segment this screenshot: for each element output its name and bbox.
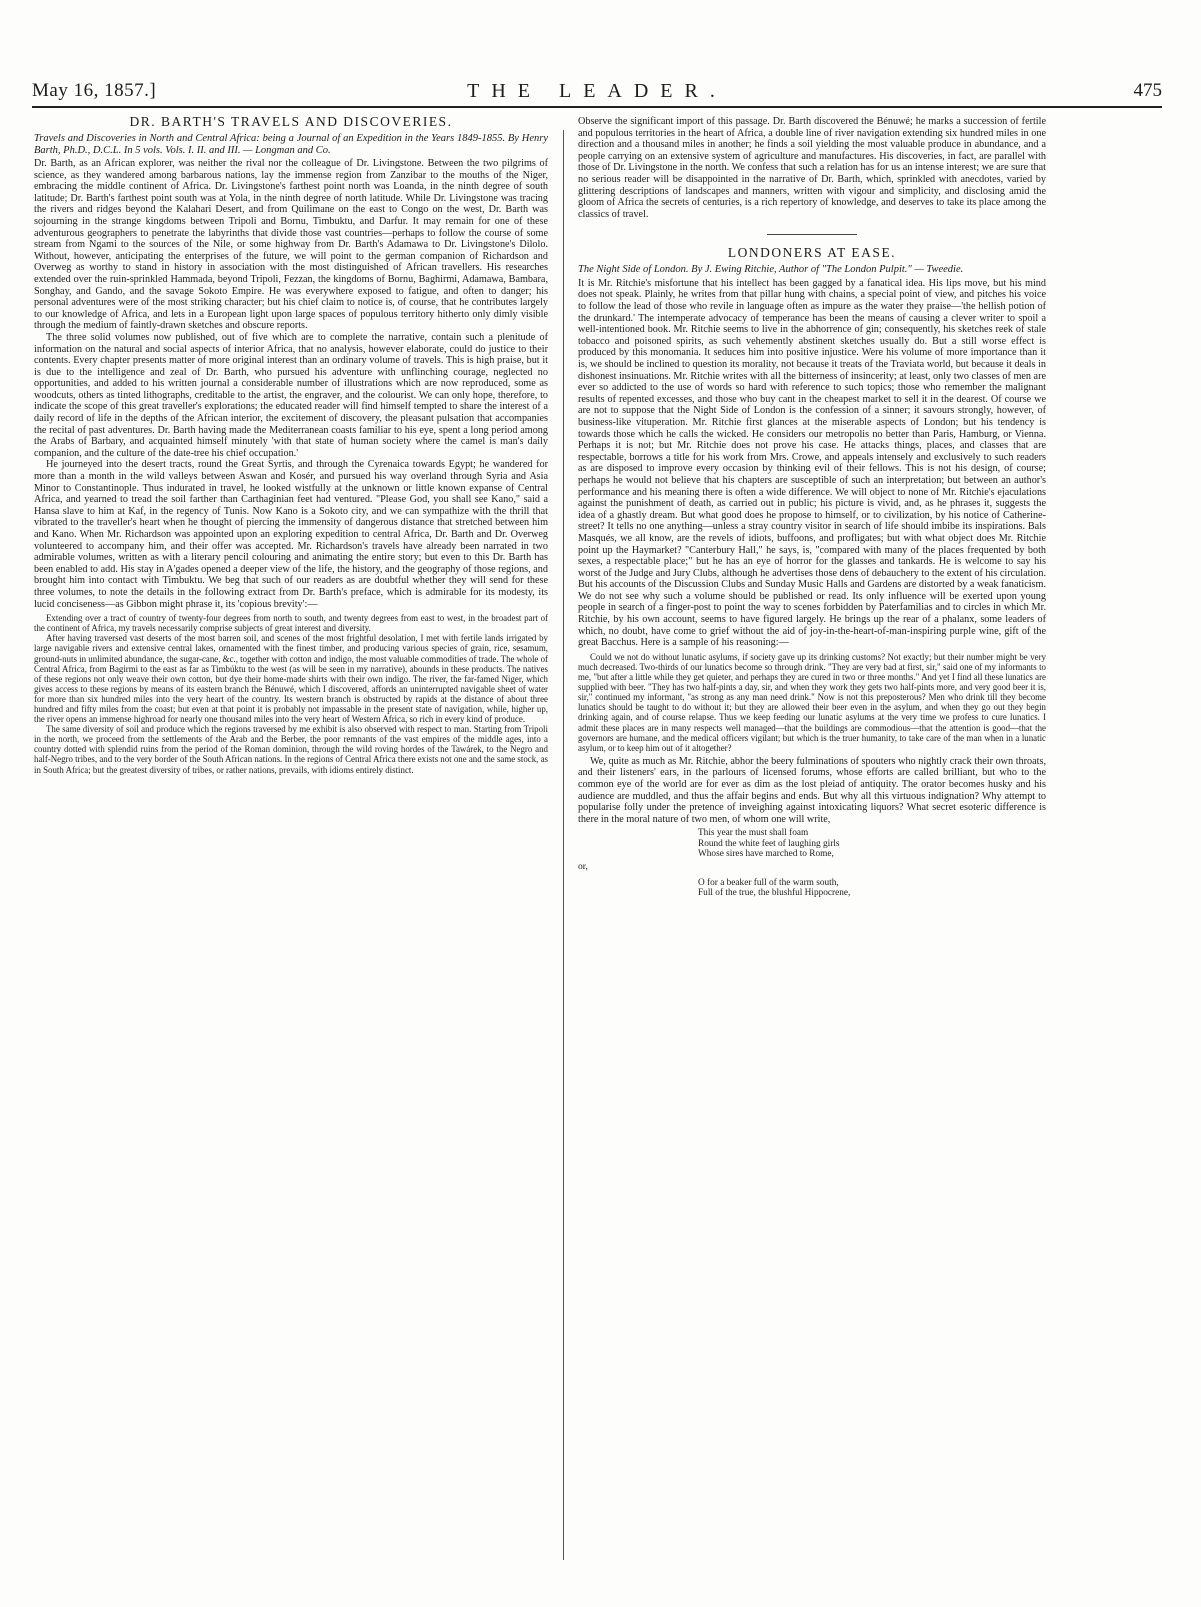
verse-line: Full of the true, the blushful Hippocrene,: [698, 887, 851, 898]
verse-block: [698, 828, 1046, 859]
verse-line: Whose sires have marched to Rome,: [698, 849, 834, 860]
barth-extract: [34, 613, 548, 775]
column-separator: [563, 130, 564, 1560]
article-paragraph: Dr. Barth, as an African explorer, was neither the rival nor the colleague of Dr. Livingstone. Between the two pilgrims of science, as they wandered among barbarous nations, lay the immense region from Zanzibar to the mouths of the Niger, embracing the middle continent of Africa. Dr. Livingstone's farthest point north was Loanda, in the ninth degree of south latitude; Dr. Barth's farthest point south was at Yola, in the ninth degree of north latitude. While Dr. Livingstone was tracing the rivers and ridges beyond the Kalahari Desert, and from Quilimane on the east to Congo on the west, Dr. Barth was sojourning in the strange kingdoms between Tripoli and Bornu, Timbuktu, and Darfur. It may remain for one of these adventurous geographers to penetrate the labyrinths that divide those vast countries—perhaps to follow the course of some stream from Ngami to the sources of the Nile, or some highway from Dr. Barth's Adamawa to Dr. Livingstone's Dilolo. Without, however, anticipating the enterprises of the future, we will point to the german companion of Richardson and Overweg as worthy to stand in history in association with the most distinguished of African travellers. His researches extended over the ruin-sprinkled Hammada, beyond Tripoli, Fezzan, the kingdoms of Bornu, Baghirmi, Adamawa, Bambara, Songhay, and Gando, and the savage Sokoto Empire. He was everywhere exposed to fatigue, and often to danger; his personal adventures were of the most striking character; but his chief claim to notice is, of course, that he contributes largely to our knowledge of Africa, and lets in a European light upon large spaces of populous territory hitherto only dimly visible through the medium of faintly-drawn sketches and obscure reports.: [34, 158, 548, 332]
article-paragraph: He journeyed into the desert tracts, round the Great Syrtis, and through the Cyrenaica towards Egypt; he wandered for more than a month in the wild valleys between Aswan and Kosér, and pursued his way overland through Syria and Asia Minor to Constantinople. Thus indurated in travel, he looked wistfully at the unknown or little known expanse of Central Africa, and yearned to tread the soil farther than Carthaginian feet had ventured. "Please God, you shall see Kano," said a Hansa slave to him at Kaf, in the regency of Tunis. Now Kano is a Sokoto city, and we can sympathize with the thrill that vibrated to the traveller's heart when he thought of piercing the immensity of dangerous distance that stretched between him and Kano. When Mr. Richardson was appointed upon an exploring expedition to central Africa, Dr. Barth and Dr. Overweg volunteered to accompany him, and their offer was accepted. Mr. Richardson's travels have already been narrated in two admirable volumes, written as with a literary pencil colouring and animating the entire story; but even to this Dr. Barth has been enabled to add. His stay in A'gades opened a deeper view of the life, the history, and the geography of those regions, and brought him into contact with Timbuktu. We beg that such of our readers as are doubtful whether they will send for these three volumes, to note the details in the following extract from Dr. Barth's preface, which is admirable for its modesty, its lucid conciseness—as Gibbon might phrase it, its 'copious brevity':—: [34, 459, 548, 610]
article-title-barth: DR. BARTH'S TRAVELS AND DISCOVERIES.: [129, 114, 453, 129]
newspaper-title: THE LEADER.: [467, 80, 727, 102]
article-paragraph: It is Mr. Ritchie's misfortune that his intellect has been gagged by a fanatical idea. His lips move, but his mind does not speak. Plainly, he writes from that pillar hung with chains, a special point of view, and pitches his voice to follow the lead of those who revile in language often as impure as the water they praise—'the hellish potion of the drunkard.' The intemperate advocacy of temperance has been the means of causing a clever writer to spoil a well-intentioned book. Mr. Ritchie seems to live in the abhorrence of gin; consequently, his sketches reek of stale tobacco and poisoned spirits, as such vehemently abstinent sketches usually do. But a still worse effect is produced by this monomania. It seduces him into positive injustice. Were his volume of more importance than it is, we should be inclined to question its morality, not because it treats of the Traviata world, but because it deals in dishonest insinuations. Mr. Ritchie writes with all the bitterness of insincerity; at least, only two classes of men are ever so addicted to the use of words so hard with reference to such topics; those who remember the malignant results of repented excesses, and those who buy cant in the cheapest market to sell it in the dearest. Of course we are not to suppose that the Night Side of London is the confession of a sinner; it savours strongly, however, of business-like vituperation. Mr. Ritchie first glances at the miserable aspects of London; but his tendency is towards those which he calls the wicked. He considers our metropolis no better than Paris, Hamburg, or Vienna. Perhaps it is not; but Mr. Ritchie does not prove his case. He attacks things, places, and classes that are respectable, borrows a title for his work from Mrs. Crowe, and appeals intensely and exclusively to such readers as are disposed to improve every occasion by thinking evil of their fellows. This is not his design, of course; perhaps he would not believe that his chapters are susceptible of such an interpretation; but between an author's performance and his meaning there is often a wide difference. We will object to none of Mr. Ritchie's ejaculations against the punishment of death, as carried out in public; his picture is vivid, and, as he phrases it, suggests the idea of a ghastly dream. But what good does he propose to himself, or to civilization, by his notice of Catherine-street? It tells no one anything—unless a stray country visitor in search of life should imbibe its inspirations. Bals Masqués, we all know, are the revels of idiots, buffoons, and profligates; but with what object does Mr. Ritchie point up the Haymarket? "Canterbury Hall," he says, is, "compared with many of the places frequented by both sexes, a respectable place;" but he has an eye of horror for the glasses and tankards. He is welcome to say his worst of the Judge and Jury Clubs, although he advertises those dens of debauchery to the extent of his circulation. But his accounts of the Discussion Clubs and Sunday Music Halls and Gardens are distorted by a weak fanaticism. We do not see why such a volume should be published or read. Its only influence will be exerted upon young people in search of a finger-post to point the way to scenes forbidden by Paterfamilias and to circles in which Mr. Ritchie, by his own account, seems to have figured largely. He brings up the rear of a phalanx, some leaders of which, no doubt, have come to grief without the aid of joy-in-the-heart-of-man-inspiring purple wine, gift of the great Bacchus. Here is a sample of his reasoning:—: [578, 277, 1046, 649]
page-number: 475: [1133, 80, 1162, 101]
left-column: [34, 110, 548, 775]
quote-paragraph: The same diversity of soil and produce which the regions traversed by me exhibit is also observed with respect to man. Starting from Tripoli in the north, we proceed from the settlements of the Arab and the Berber, the poor remnants of the vast empires of the middle ages, into a country dotted with splendid ruins from the period of the Roman dominion, through the wild roving hordes of the Tawárek, to the Negro and half-Negro tribes, and to the very border of the South African nations. In the regions of Central Africa there exists not one and the same stock, as in South Africa; but the greatest diversity of tribes, or rather nations, prevails, with idioms entirely distinct.: [34, 724, 548, 775]
article-title-londoners: LONDONERS AT EASE.: [727, 245, 897, 261]
issue-date: May 16, 1857.]: [32, 80, 157, 101]
article-paragraph: The three solid volumes now published, out of five which are to complete the narrative, contain such a plenitude of information on the natural and social aspects of interior Africa, that no analysis, however elaborate, could do justice to their contents. Every chapter presents matter of more original interest than an ordinary volume of travels. This is high praise, but it is due to the intelligence and zeal of Dr. Barth, who pursued his adventure with unflinching courage, neglected no opportunities, and added to his written journal a considerable number of illustrations which are now reproduced, some as woodcuts, others as tinted lithographs, creditable to the artist, the engraver, and the colourist. We can only hope, therefore, to indicate the scope of this great traveller's explorations; the educated reader will find himself tempted to share the interest of a daily record of life in the depths of the African interior, the excitement of discovery, the pleasant pulsation that accompanies the recital of past adventures. Dr. Barth having made the Mediterranean coasts familiar to his eye, spent a long period among the Arabs of Barbary, and acquainted himself minutely 'with that state of human society where the camel is man's daily companion, and the culture of the date-tree his chief occupation.': [34, 331, 548, 459]
article-paragraph: Observe the significant import of this passage. Dr. Barth discovered the Bénuwé; he marks a succession of fertile and populous territories in the heart of Africa, a double line of river navigation extending six hundred miles in one direction and a thousand miles in another; he finds a soil yielding the most valuable produce in abundance, and a people carrying on an extensive system of agriculture and manufactures. His discoveries, in fact, are parallel with those of Dr. Livingstone in the north. We confess that such a relation has for us an intense interest; we are sure that no serious reader will be disappointed in the narrative of Dr. Barth, which, sprinkled with anecdotes, varied by glittering descriptions of landscapes and manners, written with vigour and simplicity, and disclosing amid the gloom of Africa the secrets of centuries, is a rich repertory of knowledge, and deserves to take its place among the classics of travel.: [578, 116, 1046, 220]
quote-paragraph: Extending over a tract of country of twenty-four degrees from north to south, and twenty degrees from east to west, in the broadest part of the continent of Africa, my travels necessarily comprise subjects of great interest and diversity.: [34, 613, 548, 634]
quote-paragraph: Could we not do without lunatic asylums, if society gave up its drinking customs? Not exactly; but their number might be very much decreased. Two-thirds of our lunatics become so through drink. "They are very bad at first, sir," said one of my informants to me, "but after a little while they get quieter, and perhaps they are cured in two or three months." And yet I find all these lunatics are supplied with beer. "They has two half-pints a day, sir, and when they work they gets two half-pints more, and very good beer it is, sir," continued my informant, "as strong as any man need drink." Now is not this preposterous? Men who drink till they become lunatics should be taught to do without it; but they are allowed their beer even in the asylum, and when they go out they begin drinking again, and of course relapse. Thus we keep feeding our lunatic asylums at the very time we profess to cure lunatics. I admit these places are in many respects well managed—that the buildings are commodious—that the attention is good—that the governors are humane, and the medical officers vigilant; but which is the truer humanity, to take care of the man when in a lunatic asylum, or to keep him out of it altogether?: [578, 651, 1046, 753]
article-byline-barth: Travels and Discoveries in North and Central Africa: being a Journal of an Expedition in the Years 1849-1855. By Henry Barth, Ph.D., D.C.L. In 5 vols. Vols. I. II. and III. — Longman and Co.: [34, 133, 548, 156]
section-divider: [767, 234, 857, 235]
article-paragraph: We, quite as much as Mr. Ritchie, abhor the beery fulminations of spouters who nightly crack their own throats, and their listeners' ears, in the parlours of licensed forums, whose efforts are called brilliant, but who to the common eye of the world are for ever as dim as the lost pleiad of antiquity. The orator becomes husky and his audience are muddled, and thus the affair begins and ends. But why all this virtuous indignation? Why attempt to popularise folly under the pretence of inveighing against intoxicating liquors? What secret esoteric difference is there in the moral nature of two men, of whom one will write,: [578, 755, 1046, 825]
quote-paragraph: After having traversed vast deserts of the most barren soil, and scenes of the most frightful desolation, I met with fertile lands irrigated by large navigable rivers and extensive central lakes, ornamented with the finest timber, and producing various species of grain, rice, sesamum, ground-nuts in unlimited abundance, the sugar-cane, &c., together with cotton and indigo, the most valuable commodities of trade. The whole of Central Africa, from Bagirmi to the east as far as Timbúktu to the west (as will be seen in my narrative), abounds in these products. The natives of these regions not only weave their own cotton, but dye their home-made shirts with their own indigo. The river, the far-famed Niger, which gives access to these regions by means of its eastern branch the Bénuwé, which I discovered, affords an uninterrupted navigable sheet of water for more than six hundred miles into the very heart of the country. Its western branch is obstructed by rapids at the distance of about three hundred and fifty miles from the coast; but even at that point it is probably not impassable in the present state of navigation, while, higher up, the river opens an immense highroad for nearly one thousand miles into the very heart of Western Africa, so rich in every kind of produce.: [34, 633, 548, 725]
or-connector: or,: [578, 861, 588, 872]
verse-block: [698, 878, 1046, 899]
article-byline-londoners: The Night Side of London. By J. Ewing Ritchie, Author of "The London Pulpit." — Tweedie.: [578, 264, 964, 276]
page-header: [32, 80, 1162, 102]
verse-line: Round the white feet of laughing girls: [698, 838, 840, 849]
right-column: [578, 110, 1046, 898]
verse-line: This year the must shall foam: [698, 828, 809, 839]
header-rule: [32, 106, 1162, 108]
verse-line: O for a beaker full of the warm south,: [698, 877, 839, 888]
